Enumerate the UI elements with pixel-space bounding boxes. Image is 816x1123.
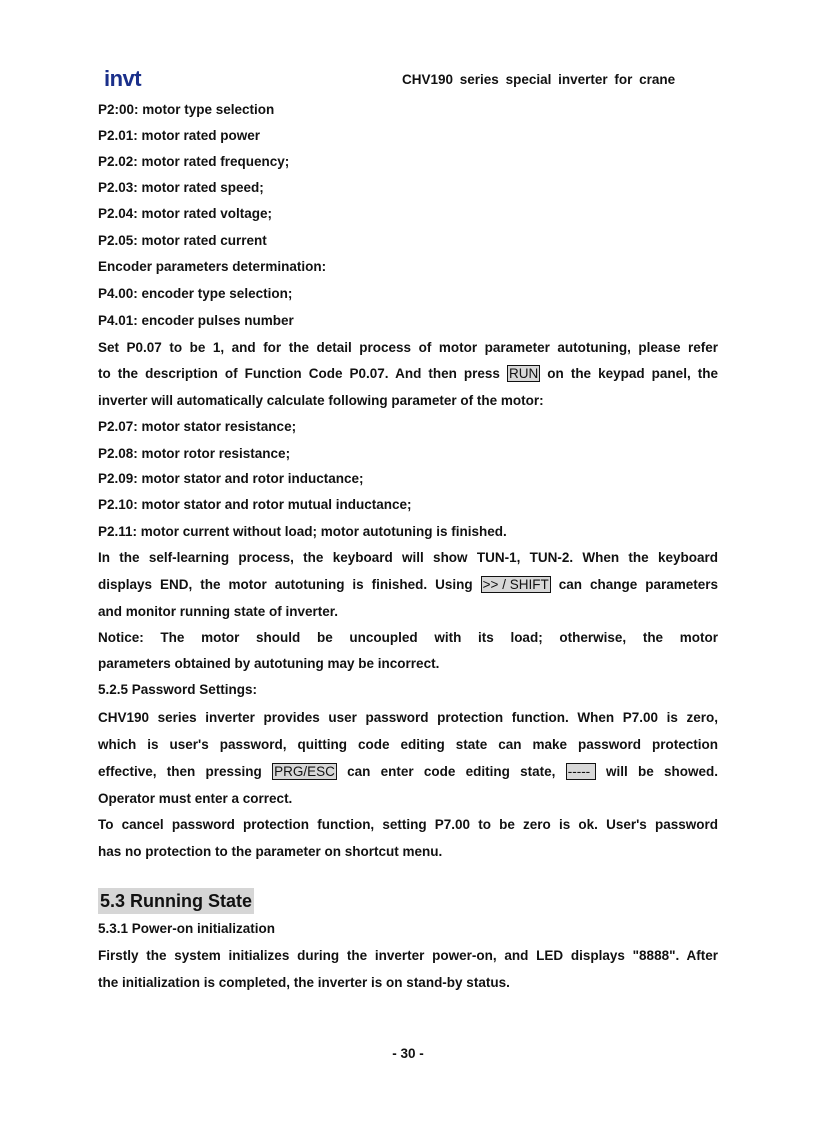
line-text: on the keypad panel, the [547,366,718,381]
line-text: will be showed. [605,764,718,779]
text-line: inverter will automatically calculate following parameter of the motor: [98,393,544,408]
text-line: P2.01: motor rated power [98,128,261,143]
section-heading: 5.3 Running State [98,888,254,914]
text-line: Operator must enter a correct. [98,791,293,806]
prg-esc-key: PRG/ESC [274,764,335,779]
text-line: the initialization is completed, the inverter is on stand-by status. [98,975,510,990]
text-line: P2.07: motor stator resistance; [98,419,297,434]
text-line [98,576,718,594]
text-line: P2.11: motor current without load; motor autotuning is finished. [98,524,507,539]
text-line: P2.04: motor rated voltage; [98,206,273,221]
text-line: Encoder parameters determination: [98,259,327,274]
text-line: P2.05: motor rated current [98,233,267,248]
text-line: and monitor running state of inverter. [98,604,339,619]
text-line: P2.09: motor stator and rotor inductance; [98,471,364,486]
text-line: In the self-learning process, the keyboard will show TUN-1, TUN-2. When the keyboard [98,550,718,565]
text-line: P2:00: motor type selection [98,102,275,117]
text-line: Firstly the system initializes during the inverter power-on, and LED displays "8888". After [98,948,718,963]
line-text: can enter code editing state, [347,764,556,779]
page-number: - 30 - [392,1046,424,1061]
line-text: effective, then pressing [98,764,262,779]
subsection-heading: 5.3.1 Power-on initialization [98,921,276,936]
text-line: P2.08: motor rotor resistance; [98,446,291,461]
invt-logo: invt [104,66,142,91]
shift-key: >> / SHIFT [482,577,549,592]
run-key: RUN [508,366,539,381]
notice-line: Notice: The motor should be uncoupled with its load; otherwise, the motor [98,630,718,645]
document-title: CHV190 series special inverter for crane [402,72,676,87]
text-line: P4.01: encoder pulses number [98,313,294,328]
text-line: Set P0.07 to be 1, and for the detail process of motor parameter autotuning, please refer [98,340,718,355]
text-line [98,365,718,383]
line-text: displays END, the motor autotuning is finished. Using [98,577,473,592]
display-dashes: ----- [566,763,596,780]
text-line: has no protection to the parameter on shortcut menu. [98,844,443,859]
text-line: which is user's password, quitting code editing state can make password protection [98,737,718,752]
subsection-heading: 5.2.5 Password Settings: [98,682,258,697]
text-line: P2.02: motor rated frequency; [98,154,290,169]
notice-line: parameters obtained by autotuning may be incorrect. [98,656,440,671]
text-line [98,763,718,781]
text-line: P4.00: encoder type selection; [98,286,293,301]
text-line: P2.10: motor stator and rotor mutual inductance; [98,497,412,512]
text-line: P2.03: motor rated speed; [98,180,264,195]
text-line: To cancel password protection function, setting P7.00 to be zero is ok. User's password [98,817,718,832]
line-text: to the description of Function Code P0.07. And then press [98,366,500,381]
line-text: can change parameters [558,577,718,592]
text-line: CHV190 series inverter provides user password protection function. When P7.00 is zero, [98,710,718,725]
